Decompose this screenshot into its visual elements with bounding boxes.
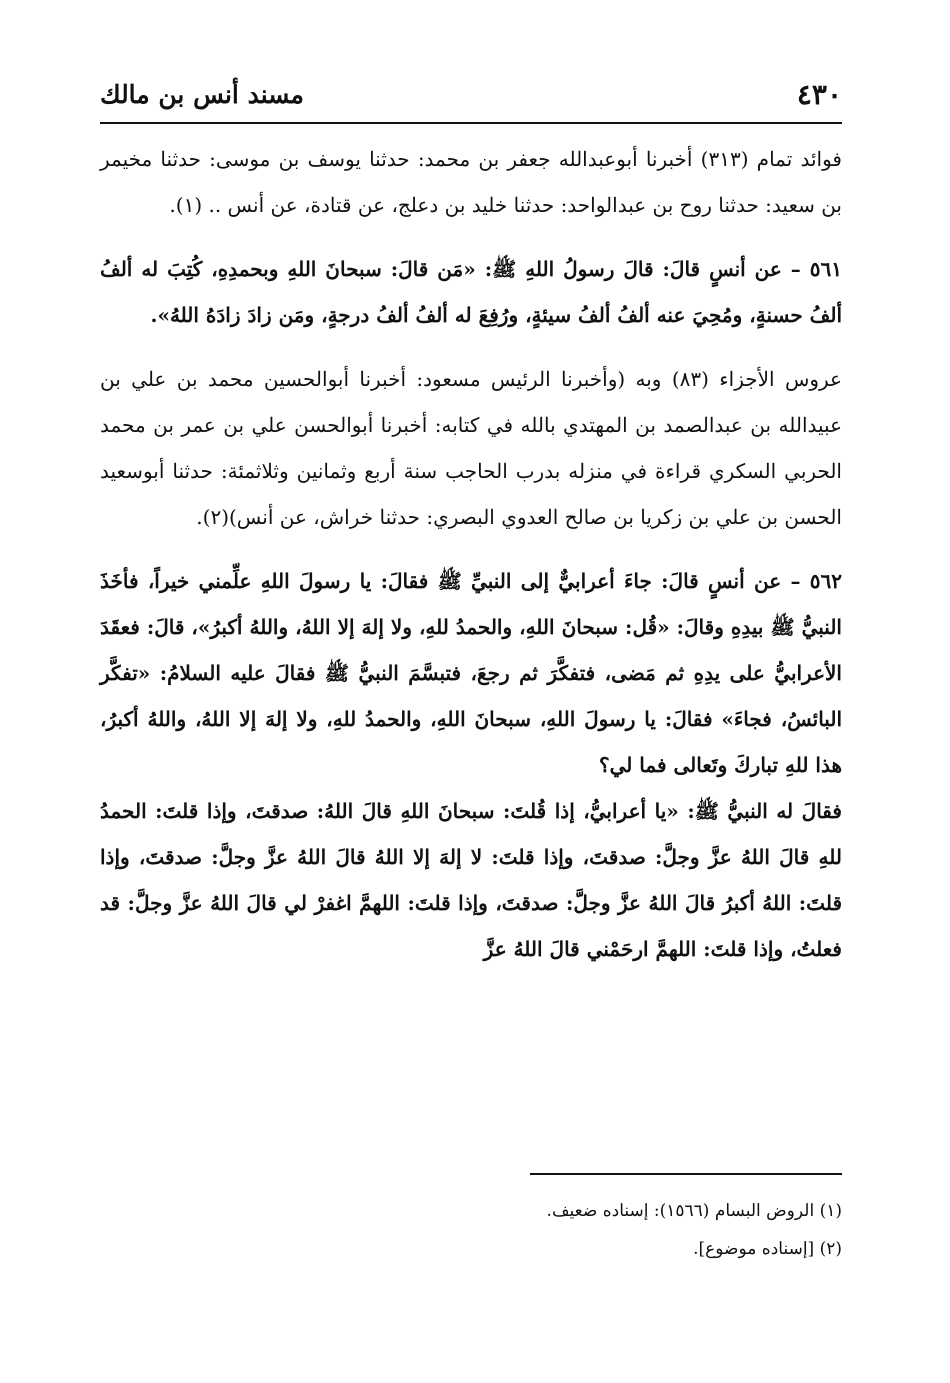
footnote-rule: [530, 1173, 842, 1175]
main-text: [100, 136, 842, 972]
hadith-562-continuation: فقالَ له النبيُّ ﷺ: «يا أعرابيُّ، إذا قُلتَ: سبحانَ اللهِ قالَ اللهُ: صدقتَ، وإذا قلتَ: الحمدُ للهِ قالَ اللهُ عزَّ وجلَّ: صدقتَ، وإذا قلتَ: لا إلهَ إلا اللهُ قالَ اللهُ عزَّ وجلَّ: صدقتَ، وإذا قلتَ: اللهُ أكبرُ قالَ اللهُ عزَّ وجلَّ: صدقتَ، وإذا قلتَ: اللهمَّ اغفرْ لي قالَ اللهُ عزَّ وجلَّ: قد فعلتُ، وإذا قلتَ: اللهمَّ ارحَمْني قالَ اللهُ عزَّ: [100, 799, 842, 961]
footnote-1: (١) الروض البسام (١٥٦٦): إسناده ضعيف.: [546, 1201, 842, 1221]
isnad-paragraph-1: فوائد تمام (٣١٣) أخبرنا أبوعبدالله جعفر بن محمد: حدثنا يوسف بن موسى: حدثنا مخيمر بن سعيد: حدثنا روح بن عبدالواحد: حدثنا خليد بن دعلج، عن قتادة، عن أنس .. (١).: [100, 147, 842, 217]
running-title: مسند أنس بن مالك: [100, 80, 304, 109]
hadith-562: [100, 558, 842, 788]
hadith-number-562: ٥٦٢ –: [781, 569, 842, 593]
hadith-text-561: عن أنسٍ قالَ: قالَ رسولُ اللهِ ﷺ: «مَن قالَ: سبحانَ اللهِ وبحمدِهِ، كُتِبَ له ألفُ ألفُ حسنةٍ، ومُحِيَ عنه ألفُ ألفُ سيئةٍ، ورُفِعَ له ألفُ ألفُ درجةٍ، ومَن زادَ زادَهُ اللهُ».: [100, 257, 842, 327]
footnotes: [100, 1192, 842, 1268]
page-number: ٤٣٠: [796, 78, 842, 111]
page-header: [100, 78, 842, 124]
hadith-561: [100, 246, 842, 338]
hadith-text-562: عن أنسٍ قالَ: جاءَ أعرابيٌّ إلى النبيِّ ﷺ فقالَ: يا رسولَ اللهِ علِّمني خيراً، فأخَذَ النبيُّ ﷺ بيدِهِ وقالَ: «قُل: سبحانَ اللهِ، والحمدُ للهِ، ولا إلهَ إلا اللهُ، واللهُ أكبرُ»، قالَ: فعقَدَ الأعرابيُّ على يدِهِ ثم مَضى، فتفكَّرَ ثم رجعَ، فتبسَّمَ النبيُّ ﷺ فقالَ عليه السلامُ: «تفكَّر البائسُ، فجاءَ» فقالَ: يا رسولَ اللهِ، سبحانَ اللهِ، والحمدُ للهِ، ولا إلهَ إلا اللهُ، واللهُ أكبرُ، هذا للهِ تباركَ وتَعالى فما لي؟: [100, 569, 842, 777]
header-rule: [100, 122, 842, 124]
hadith-number-561: ٥٦١ –: [781, 257, 842, 281]
isnad-paragraph-2: عروس الأجزاء (٨٣) وبه (وأخبرنا الرئيس مسعود: أخبرنا أبوالحسين محمد بن علي بن عبيدالله بن عبدالصمد بن المهتدي بالله في كتابه: أخبرنا أبوالحسن علي بن عمر بن محمد الحربي السكري قراءة في منزله بدرب الحاجب سنة أربع وثمانين وثلاثمئة: حدثنا أبوسعيد الحسن بن علي بن زكريا بن صالح العدوي البصري: حدثنا خراش، عن أنس)(٢).: [100, 367, 842, 529]
footnote-2: (٢) [إسناده موضوع].: [693, 1239, 842, 1259]
